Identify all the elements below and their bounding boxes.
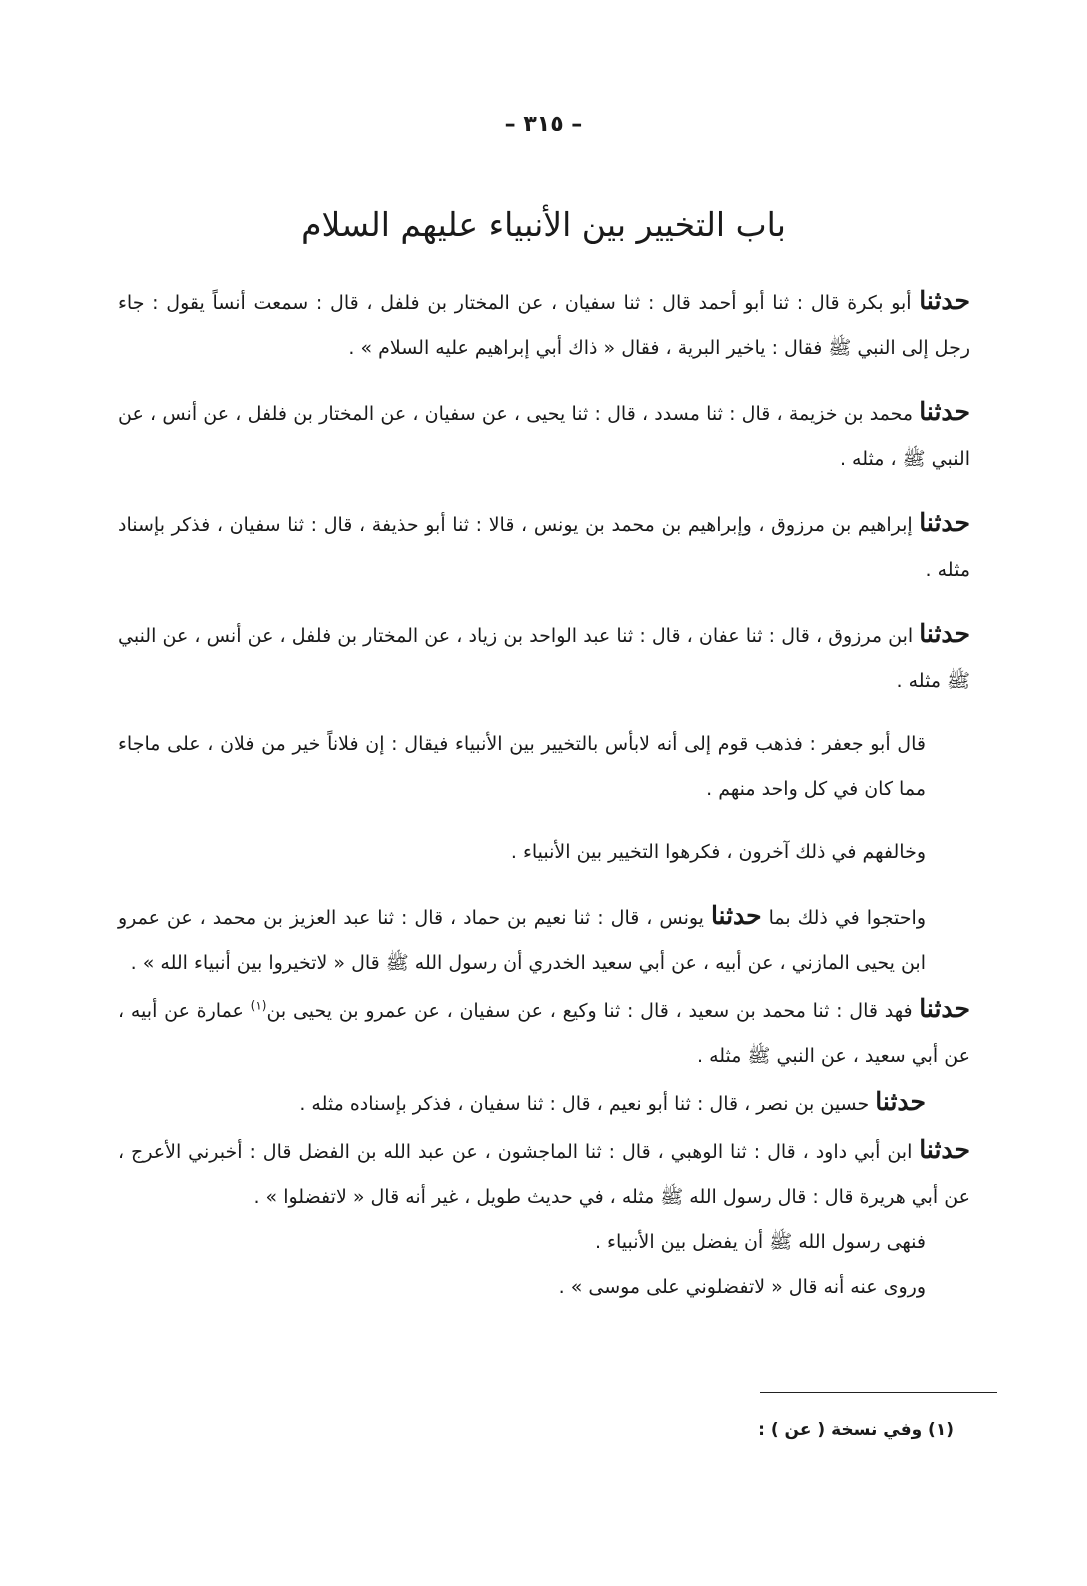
paragraph-11 <box>118 1220 970 1265</box>
paragraph-1 <box>118 278 970 371</box>
paragraph-9 <box>118 1079 970 1127</box>
paragraph-12 <box>118 1265 970 1310</box>
paragraph-5 <box>118 722 970 812</box>
paragraph-text: وخالفهم في ذلك آخرون ، فكرهوا التخيير بين الأنبياء . <box>510 841 926 863</box>
paragraph-text: فنهى رسول الله ﷺ أن يفضل بين الأنبياء . <box>594 1231 926 1253</box>
paragraph-text: عمارة عن أبيه ، عن أبي سعيد ، عن النبي ﷺ مثله . <box>118 1000 970 1067</box>
paragraph-text-before: واحتجوا في ذلك بما <box>761 907 926 929</box>
chapter-title: باب التخيير بين الأنبياء عليهم السلام <box>301 205 786 244</box>
narration-lead: حدثنا <box>919 286 970 315</box>
narration-lead: حدثنا <box>875 1087 926 1116</box>
body-text <box>118 278 970 1310</box>
narration-lead: حدثنا <box>919 619 970 648</box>
paragraph-3 <box>118 500 970 593</box>
paragraph-text: محمد بن خزيمة ، قال : ثنا مسدد ، قال : ثنا يحيى ، عن سفيان ، عن المختار بن فلفل ، عن أنس ، عن النبي ﷺ ، مثله . <box>118 403 970 470</box>
paragraph-text: إبراهيم بن مرزوق ، وإبراهيم بن محمد بن يونس ، قالا : ثنا أبو حذيفة ، قال : ثنا سفيان ، فذكر بإسناد مثله . <box>118 514 970 581</box>
narration-lead: حدثنا <box>710 901 762 930</box>
narration-lead: حدثنا <box>919 994 970 1023</box>
paragraph-8 <box>118 986 970 1079</box>
paragraph-10 <box>118 1127 970 1220</box>
paragraph-text: حسين بن نصر ، قال : ثنا أبو نعيم ، قال : ثنا سفيان ، فذكر بإسناده مثله . <box>299 1093 876 1115</box>
paragraph-text-before-ref: فهد قال : ثنا محمد بن سعيد ، قال : ثنا وكيع ، عن سفيان ، عن عمرو بن يحيى بن <box>266 1000 920 1022</box>
narration-lead: حدثنا <box>919 1135 970 1164</box>
narration-lead: حدثنا <box>919 508 970 537</box>
paragraph-4 <box>118 611 970 704</box>
footnote: (١) وفي نسخة ( عن ) : <box>758 1420 954 1440</box>
paragraph-7 <box>118 893 970 986</box>
narration-lead: حدثنا <box>919 397 970 426</box>
paragraph-text: قال أبو جعفر : فذهب قوم إلى أنه لابأس بالتخيير بين الأنبياء فيقال : إن فلاناً خير من فلان ، على ماجاء مما كان في كل واحد منهم . <box>118 733 926 800</box>
paragraph-2 <box>118 389 970 482</box>
paragraph-6 <box>118 830 970 875</box>
page-number: – ٣١٥ – <box>504 112 583 137</box>
paragraph-text: ابن أبي داود ، قال : ثنا الوهبي ، قال : ثنا الماجشون ، عن عبد الله بن الفضل قال : أخبرني الأعرج ، عن أبي هريرة قال : قال رسول الله ﷺ مثله ، في حديث طويل ، غير أنه قال « لاتفضلوا » . <box>118 1141 970 1208</box>
paragraph-text: ابن مرزوق ، قال : ثنا عفان ، قال : ثنا عبد الواحد بن زياد ، عن المختار بن فلفل ، عن أنس ، عن النبي ﷺ مثله . <box>118 625 970 692</box>
paragraph-text: يونس ، قال : ثنا نعيم بن حماد ، قال : ثنا عبد العزيز بن محمد ، عن عمرو ابن يحيى المازني ، عن أبيه ، عن أبي سعيد الخدري أن رسول الله ﷺ قال « لاتخيروا بين أنبياء الله » . <box>118 907 926 974</box>
paragraph-text: أبو بكرة قال : ثنا أبو أحمد قال : ثنا سفيان ، عن المختار بن فلفل ، قال : سمعت أنساً يقول : جاء رجل إلى النبي ﷺ فقال : ياخير البرية ، فقال « ذاك أبي إبراهيم عليه السلام » . <box>118 292 970 359</box>
footnote-ref: (١) <box>250 998 267 1013</box>
footnote-divider <box>760 1392 997 1393</box>
paragraph-text: وروى عنه أنه قال « لاتفضلوني على موسى » . <box>558 1276 926 1298</box>
